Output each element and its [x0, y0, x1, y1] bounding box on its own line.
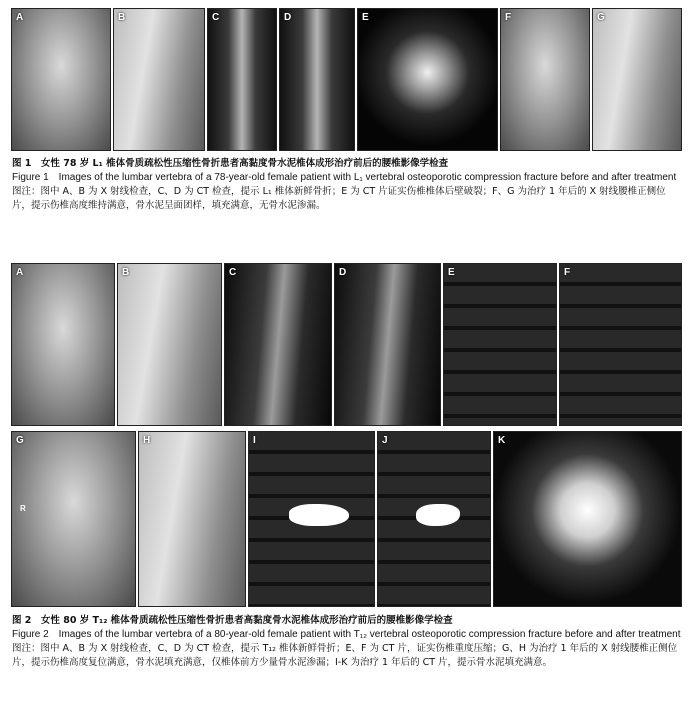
bone-cement	[416, 504, 460, 526]
figure2-caption	[12, 614, 684, 670]
fig2-panel-j	[377, 431, 491, 607]
panel-label: D	[339, 267, 347, 278]
fig2-panel-k	[493, 431, 682, 607]
figure1-note: 图注：图中 A、B 为 X 射线检查，C、D 为 CT 检查，提示 L₁ 椎体新鲜骨折；E 为 CT 片证实伤椎椎体后壁破裂；F、G 为治疗 1 年后的 X 射线腰椎正侧位片，提示伤椎高度维持满意，骨水泥呈面团样，填充满意，无骨水泥渗漏。	[12, 186, 666, 211]
panel-label: E	[448, 267, 455, 278]
fig1-panel-d	[279, 8, 355, 151]
fig2-panel-f	[559, 263, 682, 426]
figure2-title-en: Figure 2 Images of the lumbar vertebra of a 80-year-old female patient with T₁₂ vertebral osteoporotic compression fracture before and after treatment	[12, 629, 681, 640]
fig2-panel-e	[443, 263, 557, 426]
fig2-panel-a	[11, 263, 115, 426]
panel-label: K	[498, 435, 506, 446]
orientation-marker: R	[20, 504, 26, 513]
fig2-panel-g	[11, 431, 136, 607]
fig2-panel-c	[224, 263, 332, 426]
panel-label: F	[505, 12, 512, 23]
figure1-caption	[12, 157, 684, 213]
fig1-panel-c	[207, 8, 277, 151]
fig2-panel-h	[138, 431, 246, 607]
panel-label: H	[143, 435, 151, 446]
fig2-panel-i	[248, 431, 375, 607]
panel-label: G	[597, 12, 605, 23]
panel-label: F	[564, 267, 571, 278]
figure1-title-cn: 图 1 女性 78 岁 L₁ 椎体骨质疏松性压缩性骨折患者高黏度骨水泥椎体成形治疗前后的腰椎影像学检查	[12, 158, 449, 169]
panel-label: C	[229, 267, 237, 278]
fig1-panel-b	[113, 8, 205, 151]
panel-label: B	[118, 12, 126, 23]
fig1-panel-g	[592, 8, 682, 151]
panel-label: A	[16, 267, 24, 278]
panel-label: E	[362, 12, 369, 23]
panel-label: C	[212, 12, 220, 23]
bone-cement	[289, 504, 349, 526]
fig2-panel-b	[117, 263, 222, 426]
panel-label: J	[382, 435, 388, 446]
panel-label: G	[16, 435, 24, 446]
figure2-note: 图注：图中 A、B 为 X 射线检查，C、D 为 CT 检查，提示 T₁₂ 椎体新鲜骨折；E、F 为 CT 片，证实伤椎重度压缩；G、H 为治疗 1 年后的 X 射线腰椎正侧位片，提示伤椎高度复位满意，骨水泥填充满意，仅椎体前方少量骨水泥渗漏；I-K 为治疗 1 年后的 CT 片，提示骨水泥填充满意。	[12, 643, 678, 668]
fig1-panel-f	[500, 8, 590, 151]
figure1-title-en: Figure 1 Images of the lumbar vertebra of a 78-year-old female patient with L₁ vertebral osteoporotic compression fracture before and after treatment	[12, 172, 677, 183]
panel-label: B	[122, 267, 130, 278]
panel-label: I	[253, 435, 256, 446]
figure2-title-cn: 图 2 女性 80 岁 T₁₂ 椎体骨质疏松性压缩性骨折患者高黏度骨水泥椎体成形治疗前后的腰椎影像学检查	[12, 615, 453, 626]
panel-label: D	[284, 12, 292, 23]
fig1-panel-a	[11, 8, 111, 151]
panel-label: A	[16, 12, 24, 23]
fig2-panel-d	[334, 263, 441, 426]
fig1-panel-e	[357, 8, 498, 151]
